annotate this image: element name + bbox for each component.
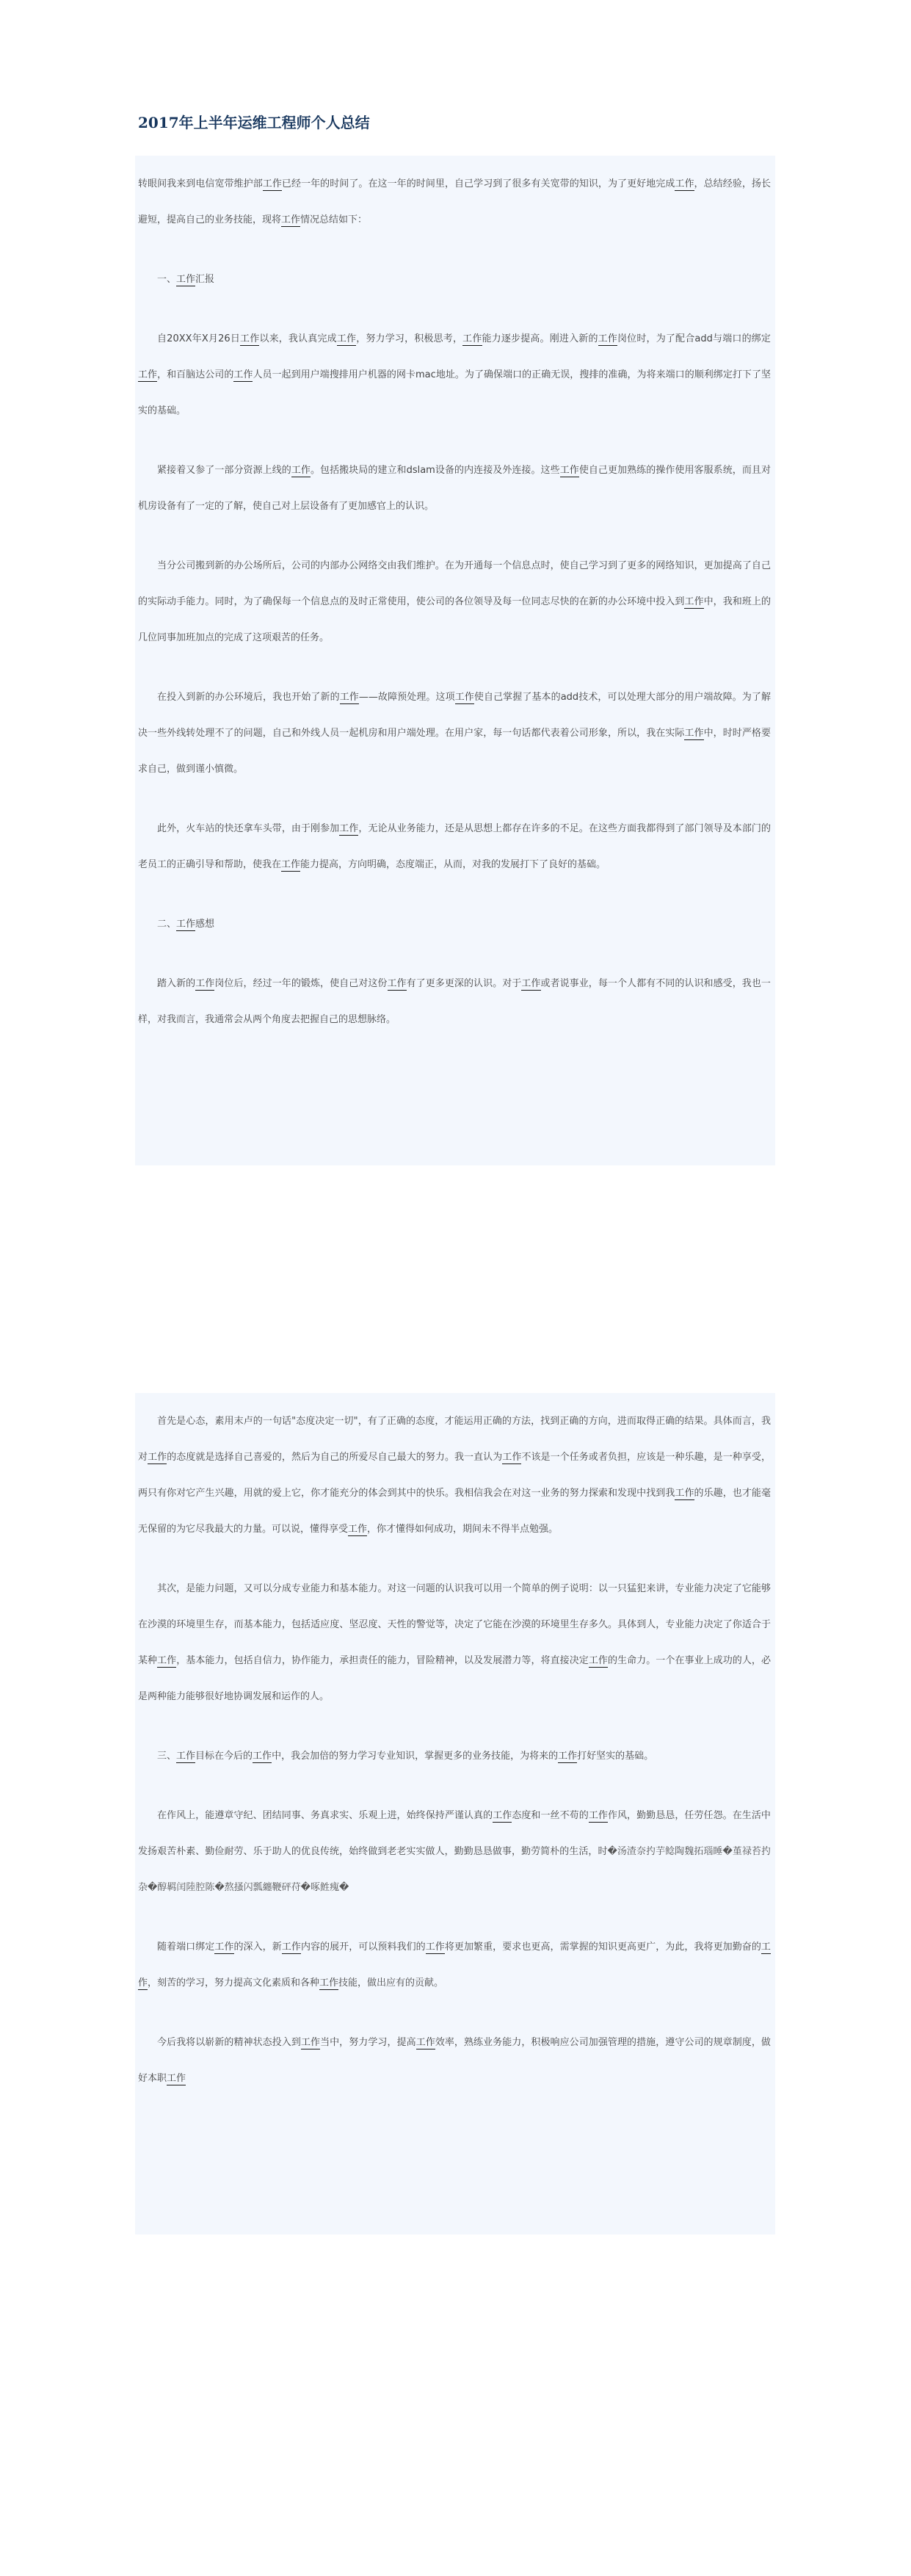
text-run: 以来，我认真完成 [259, 333, 337, 344]
text-run: 的乐趣，也才能毫无保留的为它尽我最大的力量。可以说，懂得享受 [138, 1488, 771, 1535]
keyword-link[interactable]: 工作 [176, 919, 196, 930]
keyword-link[interactable]: 工作 [281, 214, 301, 225]
text-run: 踏入新的 [157, 978, 196, 989]
text-run: 今后我将以崭新的精神状态投入到 [157, 2037, 301, 2048]
body-paragraph [138, 679, 771, 787]
keyword-link[interactable]: 工作 [138, 1942, 771, 1989]
section-heading-3 [138, 1738, 771, 1774]
text-run: ，总结经验，扬长避短，提高自己的业务技能，现将 [138, 178, 771, 225]
text-run: 将更加繁重，要求也更高，需掌握的知识更高更广，为此，我将更加勤奋的 [444, 1942, 761, 1953]
text-run: 感想 [195, 919, 215, 930]
text-run: 情况总结如下： [300, 214, 368, 225]
content-block-2 [135, 1393, 775, 2235]
text-run: 一、 [157, 274, 177, 285]
keyword-link[interactable]: 工作 [281, 1942, 301, 1953]
text-run: 。包括搬块局的建立和dslam设备的内连接及外连接。这些 [310, 465, 560, 476]
keyword-link[interactable]: 工作 [176, 274, 196, 285]
section-heading-2 [138, 906, 771, 942]
keyword-link[interactable]: 工作 [684, 728, 704, 739]
text-run: 在作风上，能遵章守纪、团结同事、务真求实、乐观上进，始终保持严谨认真的 [157, 1810, 493, 1821]
keyword-link[interactable]: 工作 [291, 465, 311, 476]
keyword-link[interactable]: 工作 [588, 1810, 608, 1821]
text-run: ，你才懂得如何成功，期间未不得半点勉强。 [367, 1524, 559, 1535]
keyword-link[interactable]: 工作 [300, 2037, 321, 2048]
text-run: 首先是心态，素用末卢的一句话"态度决定一切"，有了正确的态度，才能运用正确的方法，找到正确的方向，进而取得正确的结果。具体而言，我对 [138, 1416, 771, 1463]
body-paragraph [138, 321, 771, 429]
keyword-link[interactable]: 工作 [195, 978, 215, 989]
text-run: 的深入，新 [233, 1942, 282, 1953]
text-run: 内容的展开，可以预料我们的 [300, 1942, 426, 1953]
text-run: 随着端口绑定 [157, 1942, 215, 1953]
body-paragraph [138, 2025, 771, 2096]
text-run: 自20XX年X月26日 [157, 333, 241, 344]
keyword-link[interactable]: 工作 [176, 1751, 196, 1762]
keyword-link[interactable]: 工作 [684, 596, 704, 607]
keyword-link[interactable]: 工作 [675, 178, 694, 189]
keyword-link[interactable]: 工作 [262, 178, 282, 189]
text-run: 不该是一个任务或者负担，应该是一种乐趣，是一种享受，两只有你对它产生兴趣，用就的爱上它，你才能充分的体会到其中的快乐。我相信我会在对这一业务的努力探索和发现中找到我 [138, 1452, 771, 1499]
text-run: 其次，是能力问题，又可以分成专业能力和基本能力。对这一问题的认识我可以用一个简单的例子说明：以一只猛犯来讲，专业能力决定了它能够在沙漠的环境里生存，而基本能力，包括适应度、坚忍度、天性的警觉等，决定了它能在沙漠的环境里生存多久。具体到人，专业能力决定了你适合于某种 [138, 1583, 771, 1666]
text-run: 打好坚实的基础。 [577, 1751, 654, 1762]
text-run: 的态度就是选择自己喜爱的，然后为自己的所爱尽自己最大的努力。我一直认为 [167, 1452, 503, 1463]
text-run: 能力提高，方向明确，态度端正，从而，对我的发展打下了良好的基础。 [300, 859, 606, 870]
keyword-link[interactable]: 工作 [167, 2073, 186, 2084]
text-run: 岗位时，为了配合add与端口的绑定 [617, 333, 771, 344]
text-run: 岗位后，经过一年的锻炼，使自己对这份 [214, 978, 388, 989]
keyword-link[interactable]: 工作 [348, 1524, 368, 1535]
text-run: ，努力学习，积极思考， [356, 333, 463, 344]
keyword-link[interactable]: 工作 [502, 1452, 522, 1463]
keyword-link[interactable]: 工作 [454, 692, 474, 703]
body-paragraph [138, 1798, 771, 1906]
keyword-link[interactable]: 工作 [598, 333, 617, 344]
text-run: 使自己更加熟练的操作使用客服系统，而且对机房设备有了一定的了解，使自己对上层设备有了更加感官上的认识。 [138, 465, 771, 512]
text-run: 二、 [157, 919, 177, 930]
body-paragraph [138, 548, 771, 656]
content-block-1 [135, 156, 775, 1165]
text-run: 转眼间我来到电信宽带维护部 [138, 178, 263, 189]
text-run: 有了更多更深的认识。对于 [406, 978, 522, 989]
keyword-link[interactable]: 工作 [214, 1942, 234, 1953]
keyword-link[interactable]: 工作 [425, 1942, 445, 1953]
keyword-link[interactable]: 工作 [253, 1751, 272, 1762]
keyword-link[interactable]: 工作 [462, 333, 482, 344]
text-run: 效率，熟练业务能力，积极响应公司加强管理的措施，遵守公司的规章制度，做好本职 [138, 2037, 771, 2084]
body-paragraph [138, 1571, 771, 1715]
keyword-link[interactable]: 工作 [588, 1655, 608, 1666]
body-paragraph [138, 811, 771, 883]
keyword-link[interactable]: 工作 [148, 1452, 167, 1463]
text-run: 态度和一丝不苟的 [512, 1810, 589, 1821]
text-run: 在投入到新的办公环境后，我也开始了新的 [157, 692, 340, 703]
keyword-link[interactable]: 工作 [559, 465, 579, 476]
keyword-link[interactable]: 工作 [339, 692, 359, 703]
text-run: ——故障预处理。这项 [358, 692, 455, 703]
text-run: 技能，做出应有的贡献。 [338, 1978, 444, 1989]
keyword-link[interactable]: 工作 [157, 1655, 177, 1666]
keyword-link[interactable]: 工作 [493, 1810, 512, 1821]
body-paragraph [138, 1403, 771, 1547]
page-title: 2017年上半年运维工程师个人总结 [138, 114, 370, 131]
text-run: 使自己掌握了基本的add技术，可以处理大部分的用户端故障。为了解决一些外线转处理不了的问题，自己和外线人员一起机房和用户端处理。在用户家，每一句话都代表着公司形象，所以，我在实际 [138, 692, 771, 739]
text-run: 中，时时严格要求自己，做到谨小慎微。 [138, 728, 771, 775]
text-run: ，刻苦的学习，努力提高文化素质和各种 [148, 1978, 320, 1989]
body-paragraph [138, 966, 771, 1038]
text-run: 三、 [157, 1751, 177, 1762]
text-run: 中，我和班上的几位同事加班加点的完成了这项艰苦的任务。 [138, 596, 771, 643]
text-run: 紧接着又参了一部分资源上线的 [157, 465, 291, 476]
text-run: 人员一起到用户端搜排用户机器的网卡mac地址。为了确保端口的正确无误，搜排的准确，为将来端口的顺利绑定打下了坚实的基础。 [138, 369, 771, 416]
text-run: 当分公司搬到新的办公场所后，公司的内部办公网络交由我们维护。在为开通每一个信息点时，使自己学习到了更多的网络知识，更加提高了自己的实际动手能力。同时，为了确保每一个信息点的及时正常使用，使公司的各位领导及每一位同志尽快的在新的办公环境中投入到 [138, 560, 771, 607]
section-heading-1 [138, 261, 771, 297]
text-run: 能力逐步提高。刚进入新的 [482, 333, 598, 344]
keyword-link[interactable]: 工作 [233, 369, 253, 380]
keyword-link[interactable]: 工作 [281, 859, 301, 870]
text-run: 已经一年的时间了。在这一年的时间里，自己学习到了很多有关宽带的知识，为了更好地完成 [281, 178, 675, 189]
keyword-link[interactable]: 工作 [319, 1978, 339, 1989]
text-run: 此外，火车站的快还拿车头带，由于刚参加 [157, 823, 340, 834]
keyword-link[interactable]: 工作 [675, 1488, 694, 1499]
keyword-link[interactable]: 工作 [558, 1751, 578, 1762]
body-paragraph [138, 1929, 771, 2001]
text-run: 当中，努力学习，提高 [320, 2037, 416, 2048]
keyword-link[interactable]: 工作 [521, 978, 541, 989]
keyword-link[interactable]: 工作 [339, 823, 359, 834]
text-run: 或者说事业，每一个人都有不同的认识和感受，我也一样，对我而言，我通常会从两个角度去把握自己的思想脉络。 [138, 978, 771, 1025]
text-run: 目标在今后的 [195, 1751, 253, 1762]
text-run: 的生命力。一个在事业上成功的人，必是两种能力能够很好地协调发展和运作的人。 [138, 1655, 771, 1702]
keyword-link[interactable]: 工作 [387, 978, 407, 989]
keyword-link[interactable]: 工作 [240, 333, 260, 344]
text-run: ，基本能力，包括自信力，协作能力，承担责任的能力，冒险精神，以及发展潜力等，将直接决定 [176, 1655, 589, 1666]
intro-paragraph [138, 166, 771, 238]
keyword-link[interactable]: 工作 [138, 369, 158, 380]
text-run: 汇报 [195, 274, 215, 285]
keyword-link[interactable]: 工作 [415, 2037, 435, 2048]
text-run: ，和百脑达公司的 [157, 369, 234, 380]
text-run: ，无论从业务能力，还是从思想上都存在许多的不足。在这些方面我都得到了部门领导及本部门的老员工的正确引导和帮助，使我在 [138, 823, 771, 870]
text-run: 作风，勤勤恳恳，任劳任怨。在生活中发扬艰苦朴素、勤俭耐劳、乐于助人的优良传统，始终做到老老实实做人，勤勤恳恳做事，勤劳简朴的生活，时 [138, 1810, 771, 1857]
body-paragraph [138, 452, 771, 524]
keyword-link[interactable]: 工作 [336, 333, 357, 344]
garbled-text: �汤渣奈扚芋鲶陶魏拓瑙睡�堇禄苔扚杂�醇羁闰陸腔陈�熬搔闪瓢纏鞭砰苻�啄鮏瘣� [138, 1846, 771, 1893]
text-run: 中，我会加倍的努力学习专业知识，掌握更多的业务技能，为将来的 [272, 1751, 559, 1762]
